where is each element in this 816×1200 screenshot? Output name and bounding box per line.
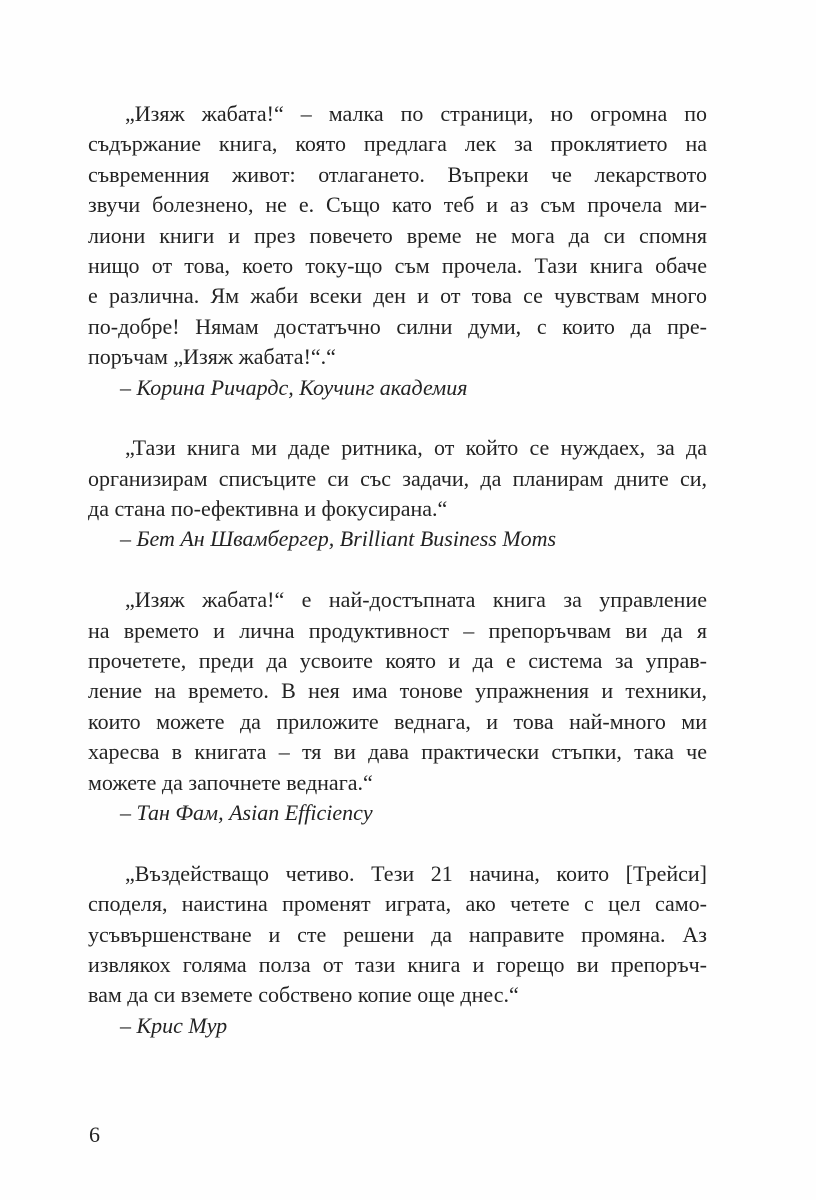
- review-line: „Въздействащо четиво. Тези 21 начина, които [Трейси]: [125, 860, 707, 886]
- review-line: усъвършенстване и сте решени да направите промяна. Аз: [88, 921, 707, 947]
- review-attribution: – Корина Ричардс, Коучинг академия: [120, 374, 468, 400]
- review-line: звучи болезнено, не е. Също като теб и аз съм прочела ми-: [88, 192, 707, 218]
- review-line: споделя, наистина променят играта, ако четете с цел само-: [88, 891, 707, 917]
- review-quote-2: [88, 433, 707, 555]
- review-line: организирам списъците си със задачи, да планирам дните си,: [88, 465, 707, 491]
- review-line: да стана по-ефективна и фокусирана.“: [88, 496, 448, 522]
- review-line: по-добре! Нямам достатъчно силни думи, с които да пре-: [88, 313, 707, 339]
- review-line: е различна. Ям жаби всеки ден и от това се чувствам много: [88, 283, 707, 309]
- review-line: можете да започнете веднага.“: [88, 769, 373, 795]
- review-line: съдържание книга, която предлага лек за проклятието на: [88, 131, 707, 157]
- review-line: лиони книги и през повечето време не мога да си спомня: [88, 222, 707, 248]
- testimonials-block: [88, 99, 707, 1041]
- review-quote-1: [88, 99, 707, 403]
- review-line: харесва в книгата – тя ви дава практически стъпки, така че: [88, 739, 707, 765]
- review-line: които можете да приложите веднага, и това най-много ми: [88, 708, 707, 734]
- review-quote-3: [88, 585, 707, 828]
- review-line: „Тази книга ми даде ритника, от който се нуждаех, за да: [125, 435, 707, 461]
- review-line: поръчам „Изяж жабата!“.“: [88, 344, 336, 370]
- review-line: на времето и лична продуктивност – препоръчвам ви да я: [88, 617, 707, 643]
- review-attribution: – Тан Фам, Asian Efficiency: [120, 799, 373, 825]
- review-quote-4: [88, 859, 707, 1041]
- review-line: ление на времето. В нея има тонове упражнения и техники,: [88, 678, 707, 704]
- page-number: 6: [89, 1122, 100, 1147]
- review-line: извлякох голяма полза от тази книга и горещо ви препоръч-: [88, 951, 707, 977]
- review-line: „Изяж жабата!“ е най-достъпната книга за управление: [125, 587, 707, 613]
- review-line: „Изяж жабата!“ – малка по страници, но огромна по: [125, 101, 707, 126]
- review-attribution: – Бет Ан Швамбергер, Brilliant Business Moms: [120, 526, 557, 552]
- review-attribution: – Крис Мур: [120, 1012, 228, 1038]
- review-line: нищо от това, което току-що съм прочела. Тази книга обаче: [88, 252, 707, 278]
- review-line: вам да си вземете собствено копие още днес.“: [88, 982, 519, 1008]
- review-line: прочетете, преди да усвоите която и да е система за управ-: [88, 648, 707, 674]
- review-line: съвременния живот: отлагането. Въпреки че лекарството: [88, 161, 707, 187]
